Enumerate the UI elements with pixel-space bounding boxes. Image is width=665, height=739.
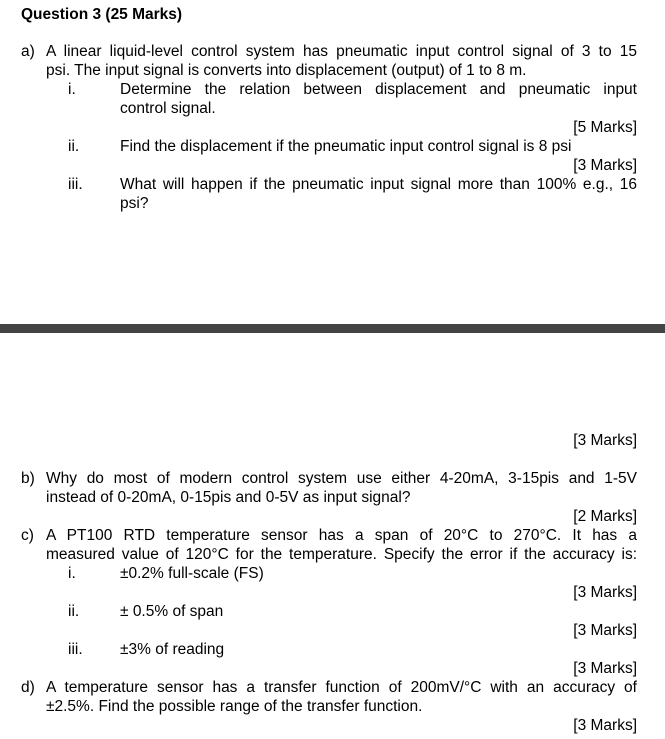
part-a-item-2-line-1: Find the displacement if the pneumatic input control signal is 8 psi [120, 138, 572, 155]
part-c-item-1-marks: [3 Marks] [573, 584, 637, 601]
part-c-line-2: measured value of 120°C for the temperature. Specify the error if the accuracy is: [46, 546, 637, 563]
part-c-item-3-text: ±3% of reading [120, 641, 225, 658]
part-c-item-1-num: i. [68, 565, 76, 582]
part-d-line-2: ±2.5%. Find the possible range of the transfer function. [46, 698, 423, 715]
part-a-marks-after-divider: [3 Marks] [573, 432, 637, 449]
part-c-item-3-num: iii. [68, 641, 83, 658]
part-c-item-2-num: ii. [68, 603, 80, 620]
part-c-item-1-text: ±0.2% full-scale (FS) [120, 565, 264, 582]
part-c-item-2-marks: [3 Marks] [573, 622, 637, 639]
part-c-item-3-marks: [3 Marks] [573, 660, 637, 677]
part-c-label: c) [21, 527, 34, 544]
part-a-item-1-marks: [5 Marks] [573, 119, 637, 136]
part-a-label: a) [21, 43, 35, 60]
part-a-item-1-line-1: Determine the relation between displacement and pneumatic input [120, 81, 637, 98]
part-a-item-3-line-1: What will happen if the pneumatic input signal more than 100% e.g., 16 [120, 176, 637, 193]
part-b-label: b) [21, 470, 35, 487]
part-b-line-1: Why do most of modern control system use either 4-20mA, 3-15pis and 1-5V [46, 470, 637, 487]
page-divider [0, 324, 665, 333]
part-a-line-2: psi. The input signal is converts into displacement (output) of 1 to 8 m. [46, 62, 527, 79]
part-c-item-2-text: ± 0.5% of span [120, 603, 224, 620]
part-a-item-2-num: ii. [68, 138, 80, 155]
part-d-line-1: A temperature sensor has a transfer function of 200mV/°C with an accuracy of [46, 679, 637, 696]
part-b-marks: [2 Marks] [573, 508, 637, 525]
part-a-line-1: A linear liquid-level control system has pneumatic input control signal of 3 to 15 [46, 43, 637, 60]
part-a-item-3-num: iii. [68, 176, 83, 193]
question-title: Question 3 (25 Marks) [21, 6, 183, 23]
part-c-line-1: A PT100 RTD temperature sensor has a span of 20°C to 270°C. It has a [46, 527, 637, 544]
part-b-line-2: instead of 0-20mA, 0-15pis and 0-5V as input signal? [46, 489, 411, 506]
part-a-item-3-line-2: psi? [120, 195, 149, 212]
part-a-item-1-line-2: control signal. [120, 100, 216, 117]
part-a-item-2-marks: [3 Marks] [573, 157, 637, 174]
part-d-label: d) [21, 679, 35, 696]
part-d-marks: [3 Marks] [573, 717, 637, 734]
part-a-item-1-num: i. [68, 81, 76, 98]
